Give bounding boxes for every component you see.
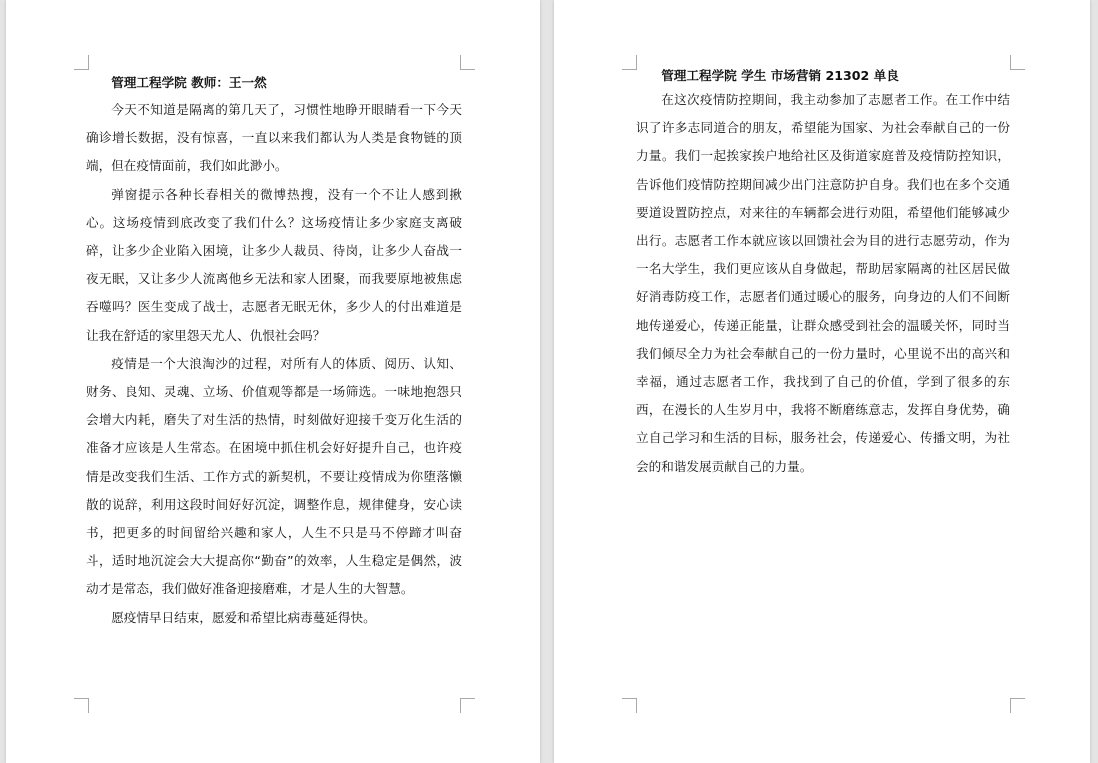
margin-mark-top-right (1010, 55, 1025, 70)
document-page-left (6, 0, 540, 763)
author-heading: 管理工程学院 教师：王一然 (111, 75, 267, 90)
paragraph: 今天不知道是隔离的第几天了，习惯性地睁开眼睛看一下今天确诊增长数据，没有惊喜，一直以来我们都认为人类是食物链的顶端，但在疫情面前，我们如此渺小。 (86, 102, 462, 174)
paragraph: 在这次疫情防控期间，我主动参加了志愿者工作。在工作中结识了许多志同道合的朋友，希望能为国家、为社会奉献自己的一份力量。我们一起挨家挨户地给社区及街道家庭普及疫情防控知识，告诉他们疫情防控期间减少出门注意防护自身。我们也在多个交通要道设置防控点，对来往的车辆都会进行劝阻，希望他们能够减少出行。志愿者工作本就应该以回馈社会为目的进行志愿劳动，作为一名大学生，我们更应该从自身做起，帮助居家隔离的社区居民做好消毒防疫工作，志愿者们通过暖心的服务，向身边的人们不间断地传递爱心，传递正能量，让群众感受到社会的温暖关怀，同时当我们倾尽全力为社会奉献自己的一份力量时，心里说不出的高兴和幸福，通过志愿者工作，我找到了自己的价值，学到了很多的东西，在漫长的人生岁月中，我将不断磨练意志，发挥自身优势，确立自己学习和生活的目标，服务社会，传递爱心、传播文明，为社会的和谐发展贡献自己的力量。 (636, 92, 1010, 474)
paragraph: 疫情是一个大浪淘沙的过程，对所有人的体质、阅历、认知、财务、良知、灵魂、立场、价值观等都是一场筛选。一味地抱怨只会增大内耗，磨失了对生活的热情，时刻做好迎接千变万化生活的准备才应该是人生常态。在困境中抓住机会好好提升自己，也许疫情是改变我们生活、工作方式的新契机，不要让疫情成为你堕落懒散的说辞，利用这段时间好好沉淀，调整作息，规律健身，安心读书，把更多的时间留给兴趣和家人，人生不只是马不停蹄才叫奋斗，适时地沉淀会大大提高你“勤奋”的效率，人生稳定是偶然，波动才是常态，我们做好准备迎接磨难，才是人生的大智慧。 (86, 355, 462, 597)
margin-mark-bottom-right (1010, 698, 1025, 713)
margin-mark-bottom-right (460, 698, 475, 713)
document-page-right (554, 0, 1090, 763)
margin-mark-bottom-left (622, 698, 637, 713)
page-body[interactable] (86, 70, 462, 632)
author-heading: 管理工程学院 学生 市场营销 21302 单良 (661, 68, 899, 83)
paragraph: 愿疫情早日结束，愿爱和希望比病毒蔓延得快。 (111, 609, 376, 625)
margin-mark-top-left (74, 55, 89, 70)
page-body[interactable] (636, 66, 1010, 481)
paragraph: 弹窗提示各种长春相关的微博热搜，没有一个不让人感到揪心。这场疫情到底改变了我们什么？这场疫情让多少家庭支离破碎，让多少企业陷入困境，让多少人裁员、待岗，让多少人奋战一夜无眠，又让多少人流离他乡无法和家人团聚，而我要原地被焦虑吞噬吗？医生变成了战士，志愿者无眠无休，多少人的付出难道是让我在舒适的家里怨天尤人、仇恨社会吗？ (86, 186, 462, 343)
margin-mark-top-right (460, 55, 475, 70)
margin-mark-top-left (622, 55, 637, 70)
margin-mark-bottom-left (74, 698, 89, 713)
